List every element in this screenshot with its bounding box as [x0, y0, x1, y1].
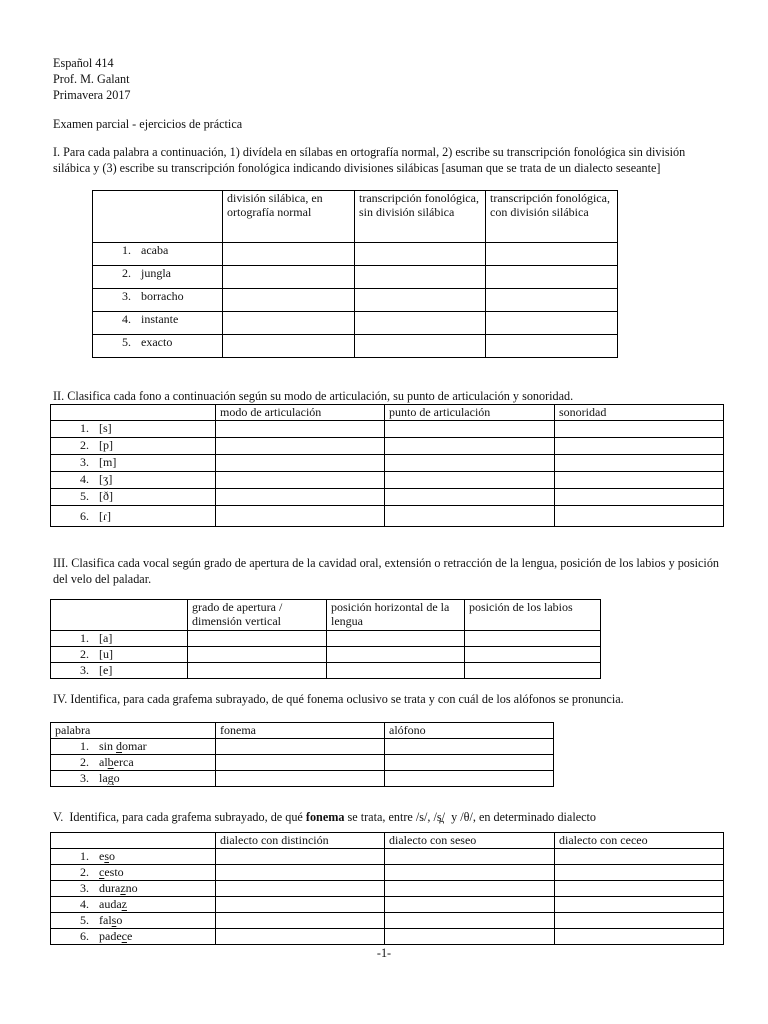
underlined-grapheme: c: [99, 865, 105, 879]
answer-cell[interactable]: [216, 506, 385, 527]
table-row: [51, 913, 724, 929]
section2-instructions: II. Clasifica cada fono a continuación según su modo de articulación, su punto de articulación y sonoridad.: [53, 389, 574, 403]
sound-cell: 3. [m]: [51, 455, 216, 472]
vowel-cell: 3. [e]: [51, 663, 188, 679]
answer-cell[interactable]: [216, 897, 385, 913]
underlined-grapheme: b: [107, 755, 114, 769]
table-row: [93, 312, 618, 335]
underlined-grapheme: d: [116, 739, 123, 753]
underlined-grapheme: c: [121, 929, 127, 943]
sound-cell: 1. [s]: [51, 421, 216, 438]
table-row: [51, 647, 601, 663]
sound-cell: 6. [ɾ]: [51, 506, 216, 527]
column-header: sonoridad: [555, 405, 724, 421]
sound-cell: 5. [ð]: [51, 489, 216, 506]
answer-cell[interactable]: [385, 913, 555, 929]
answer-cell[interactable]: [327, 663, 465, 679]
word-cell: 1. eso: [51, 849, 216, 865]
column-header: punto de articulación: [385, 405, 555, 421]
answer-cell[interactable]: [555, 489, 724, 506]
answer-cell[interactable]: [555, 438, 724, 455]
word-cell: 2. alberca: [51, 755, 216, 771]
section4-table: [50, 722, 554, 787]
table-header-cell-empty: [93, 191, 223, 243]
answer-cell[interactable]: [223, 289, 355, 312]
section5-table: [50, 832, 724, 945]
answer-cell[interactable]: [385, 929, 555, 945]
table-header-row: [51, 600, 601, 631]
table-header-row: [51, 405, 724, 421]
answer-cell[interactable]: [216, 771, 385, 787]
column-header: alófono: [385, 723, 554, 739]
professor-name: Prof. M. Galant: [53, 72, 130, 86]
answer-cell[interactable]: [555, 897, 724, 913]
answer-cell[interactable]: [188, 647, 327, 663]
column-header: posición horizontal de la lengua: [327, 600, 465, 631]
answer-cell[interactable]: [555, 472, 724, 489]
word-cell: 2. jungla: [93, 266, 223, 289]
table-row: [51, 881, 724, 897]
answer-cell[interactable]: [555, 421, 724, 438]
answer-cell[interactable]: [465, 663, 601, 679]
vowel-cell: 1. [a]: [51, 631, 188, 647]
answer-cell[interactable]: [385, 755, 554, 771]
column-header: fonema: [216, 723, 385, 739]
table-row: [51, 506, 724, 527]
answer-cell[interactable]: [385, 865, 555, 881]
answer-cell[interactable]: [385, 455, 555, 472]
answer-cell[interactable]: [355, 243, 486, 266]
answer-cell[interactable]: [188, 631, 327, 647]
word-cell: 4. instante: [93, 312, 223, 335]
answer-cell[interactable]: [355, 312, 486, 335]
word-cell: 5. exacto: [93, 335, 223, 358]
exam-title: Examen parcial - ejercicios de práctica: [53, 117, 243, 131]
sound-cell: 4. [ʒ]: [51, 472, 216, 489]
answer-cell[interactable]: [216, 881, 385, 897]
column-header: transcripción fonológica, sin división silábica: [355, 191, 486, 243]
table-row: [51, 421, 724, 438]
answer-cell[interactable]: [555, 881, 724, 897]
answer-cell[interactable]: [355, 266, 486, 289]
word-cell: 2. cesto: [51, 865, 216, 881]
section3-table: [50, 599, 601, 679]
column-header: posición de los labios: [465, 600, 601, 631]
vowel-cell: 2. [u]: [51, 647, 188, 663]
answer-cell[interactable]: [486, 312, 618, 335]
answer-cell[interactable]: [555, 849, 724, 865]
underlined-grapheme: z: [120, 881, 126, 895]
section1-table: [92, 190, 618, 358]
section5-instructions: V. Identifica, para cada grafema subrayado, de qué fonema se trata, entre /s/, /s̪/ y /θ/, en determinado dialecto: [53, 810, 597, 824]
column-header: grado de apertura / dimensión vertical: [188, 600, 327, 631]
answer-cell[interactable]: [486, 243, 618, 266]
word-cell: 6. padece: [51, 929, 216, 945]
answer-cell[interactable]: [465, 647, 601, 663]
table-header-cell-empty: [51, 833, 216, 849]
table-row: [51, 771, 554, 787]
answer-cell[interactable]: [223, 335, 355, 358]
word-cell: 1. acaba: [93, 243, 223, 266]
underlined-grapheme: g: [107, 771, 114, 785]
page-number: -1-: [376, 946, 392, 960]
answer-cell[interactable]: [223, 312, 355, 335]
section4-instructions: IV. Identifica, para cada grafema subrayado, de qué fonema oclusivo se trata y con cuál de los alófonos se pronuncia.: [53, 692, 624, 706]
answer-cell[interactable]: [216, 913, 385, 929]
table-row: [51, 631, 601, 647]
table-header-row: [51, 723, 554, 739]
answer-cell[interactable]: [555, 929, 724, 945]
answer-cell[interactable]: [385, 739, 554, 755]
table-row: [51, 755, 554, 771]
word-cell: 1. sin domar: [51, 739, 216, 755]
answer-cell[interactable]: [216, 849, 385, 865]
table-header-row: [51, 833, 724, 849]
table-row: [51, 472, 724, 489]
table-header-row: [93, 191, 618, 243]
document-header: [53, 55, 131, 103]
answer-cell[interactable]: [216, 472, 385, 489]
answer-cell[interactable]: [465, 631, 601, 647]
answer-cell[interactable]: [355, 335, 486, 358]
table-row: [51, 438, 724, 455]
answer-cell[interactable]: [486, 335, 618, 358]
answer-cell[interactable]: [216, 421, 385, 438]
answer-cell[interactable]: [216, 755, 385, 771]
section1-instructions: I. Para cada palabra a continuación, 1) divídela en sílabas en ortografía normal, 2) escribe su transcripción fonológica sin división silábica y (3) escribe su transcripción fonológica indicando divisiones silábicas [asuman que se trata de un dialecto seseante]: [53, 145, 686, 175]
answer-cell[interactable]: [555, 913, 724, 929]
table-row: [51, 865, 724, 881]
table-row: [51, 663, 601, 679]
answer-cell[interactable]: [385, 421, 555, 438]
answer-cell[interactable]: [216, 455, 385, 472]
answer-cell[interactable]: [486, 289, 618, 312]
table-row: [51, 929, 724, 945]
underlined-grapheme: z: [121, 897, 127, 911]
answer-cell[interactable]: [216, 438, 385, 455]
word-cell: 3. borracho: [93, 289, 223, 312]
table-row: [93, 335, 618, 358]
section2-table: [50, 404, 724, 527]
word-cell: 5. falso: [51, 913, 216, 929]
answer-cell[interactable]: [216, 865, 385, 881]
table-header-cell-empty: [51, 405, 216, 421]
table-row: [51, 455, 724, 472]
table-header-cell-empty: [51, 600, 188, 631]
answer-cell[interactable]: [385, 438, 555, 455]
answer-cell[interactable]: [385, 771, 554, 787]
answer-cell[interactable]: [555, 455, 724, 472]
sound-cell: 2. [p]: [51, 438, 216, 455]
answer-cell[interactable]: [385, 489, 555, 506]
answer-cell[interactable]: [223, 243, 355, 266]
underlined-grapheme: s: [111, 913, 117, 927]
column-header: palabra: [51, 723, 216, 739]
column-header: modo de articulación: [216, 405, 385, 421]
answer-cell[interactable]: [216, 739, 385, 755]
answer-cell[interactable]: [355, 289, 486, 312]
answer-cell[interactable]: [327, 631, 465, 647]
table-row: [51, 489, 724, 506]
answer-cell[interactable]: [385, 881, 555, 897]
answer-cell[interactable]: [385, 849, 555, 865]
table-row: [51, 849, 724, 865]
answer-cell[interactable]: [555, 865, 724, 881]
table-row: [93, 243, 618, 266]
word-cell: 4. audaz: [51, 897, 216, 913]
column-header: división silábica, en ortografía normal: [223, 191, 355, 243]
column-header: transcripción fonológica, con división silábica: [486, 191, 618, 243]
column-header: dialecto con distinción: [216, 833, 385, 849]
course-name: Español 414: [53, 56, 114, 70]
word-cell: 3. durazno: [51, 881, 216, 897]
term: Primavera 2017: [53, 88, 131, 102]
table-row: [93, 289, 618, 312]
answer-cell[interactable]: [385, 897, 555, 913]
section3-instructions: III. Clasifica cada vocal según grado de apertura de la cavidad oral, extensión o retracción de la lengua, posición de los labios y posición del velo del paladar.: [53, 556, 720, 586]
column-header: dialecto con ceceo: [555, 833, 724, 849]
answer-cell[interactable]: [327, 647, 465, 663]
column-header: dialecto con seseo: [385, 833, 555, 849]
table-row: [51, 739, 554, 755]
answer-cell[interactable]: [216, 929, 385, 945]
answer-cell[interactable]: [216, 489, 385, 506]
table-row: [93, 266, 618, 289]
answer-cell[interactable]: [188, 663, 327, 679]
word-cell: 3. lago: [51, 771, 216, 787]
underlined-grapheme: s: [104, 849, 109, 863]
answer-cell[interactable]: [385, 472, 555, 489]
answer-cell[interactable]: [223, 266, 355, 289]
answer-cell[interactable]: [555, 506, 724, 527]
answer-cell[interactable]: [486, 266, 618, 289]
table-row: [51, 897, 724, 913]
answer-cell[interactable]: [385, 506, 555, 527]
